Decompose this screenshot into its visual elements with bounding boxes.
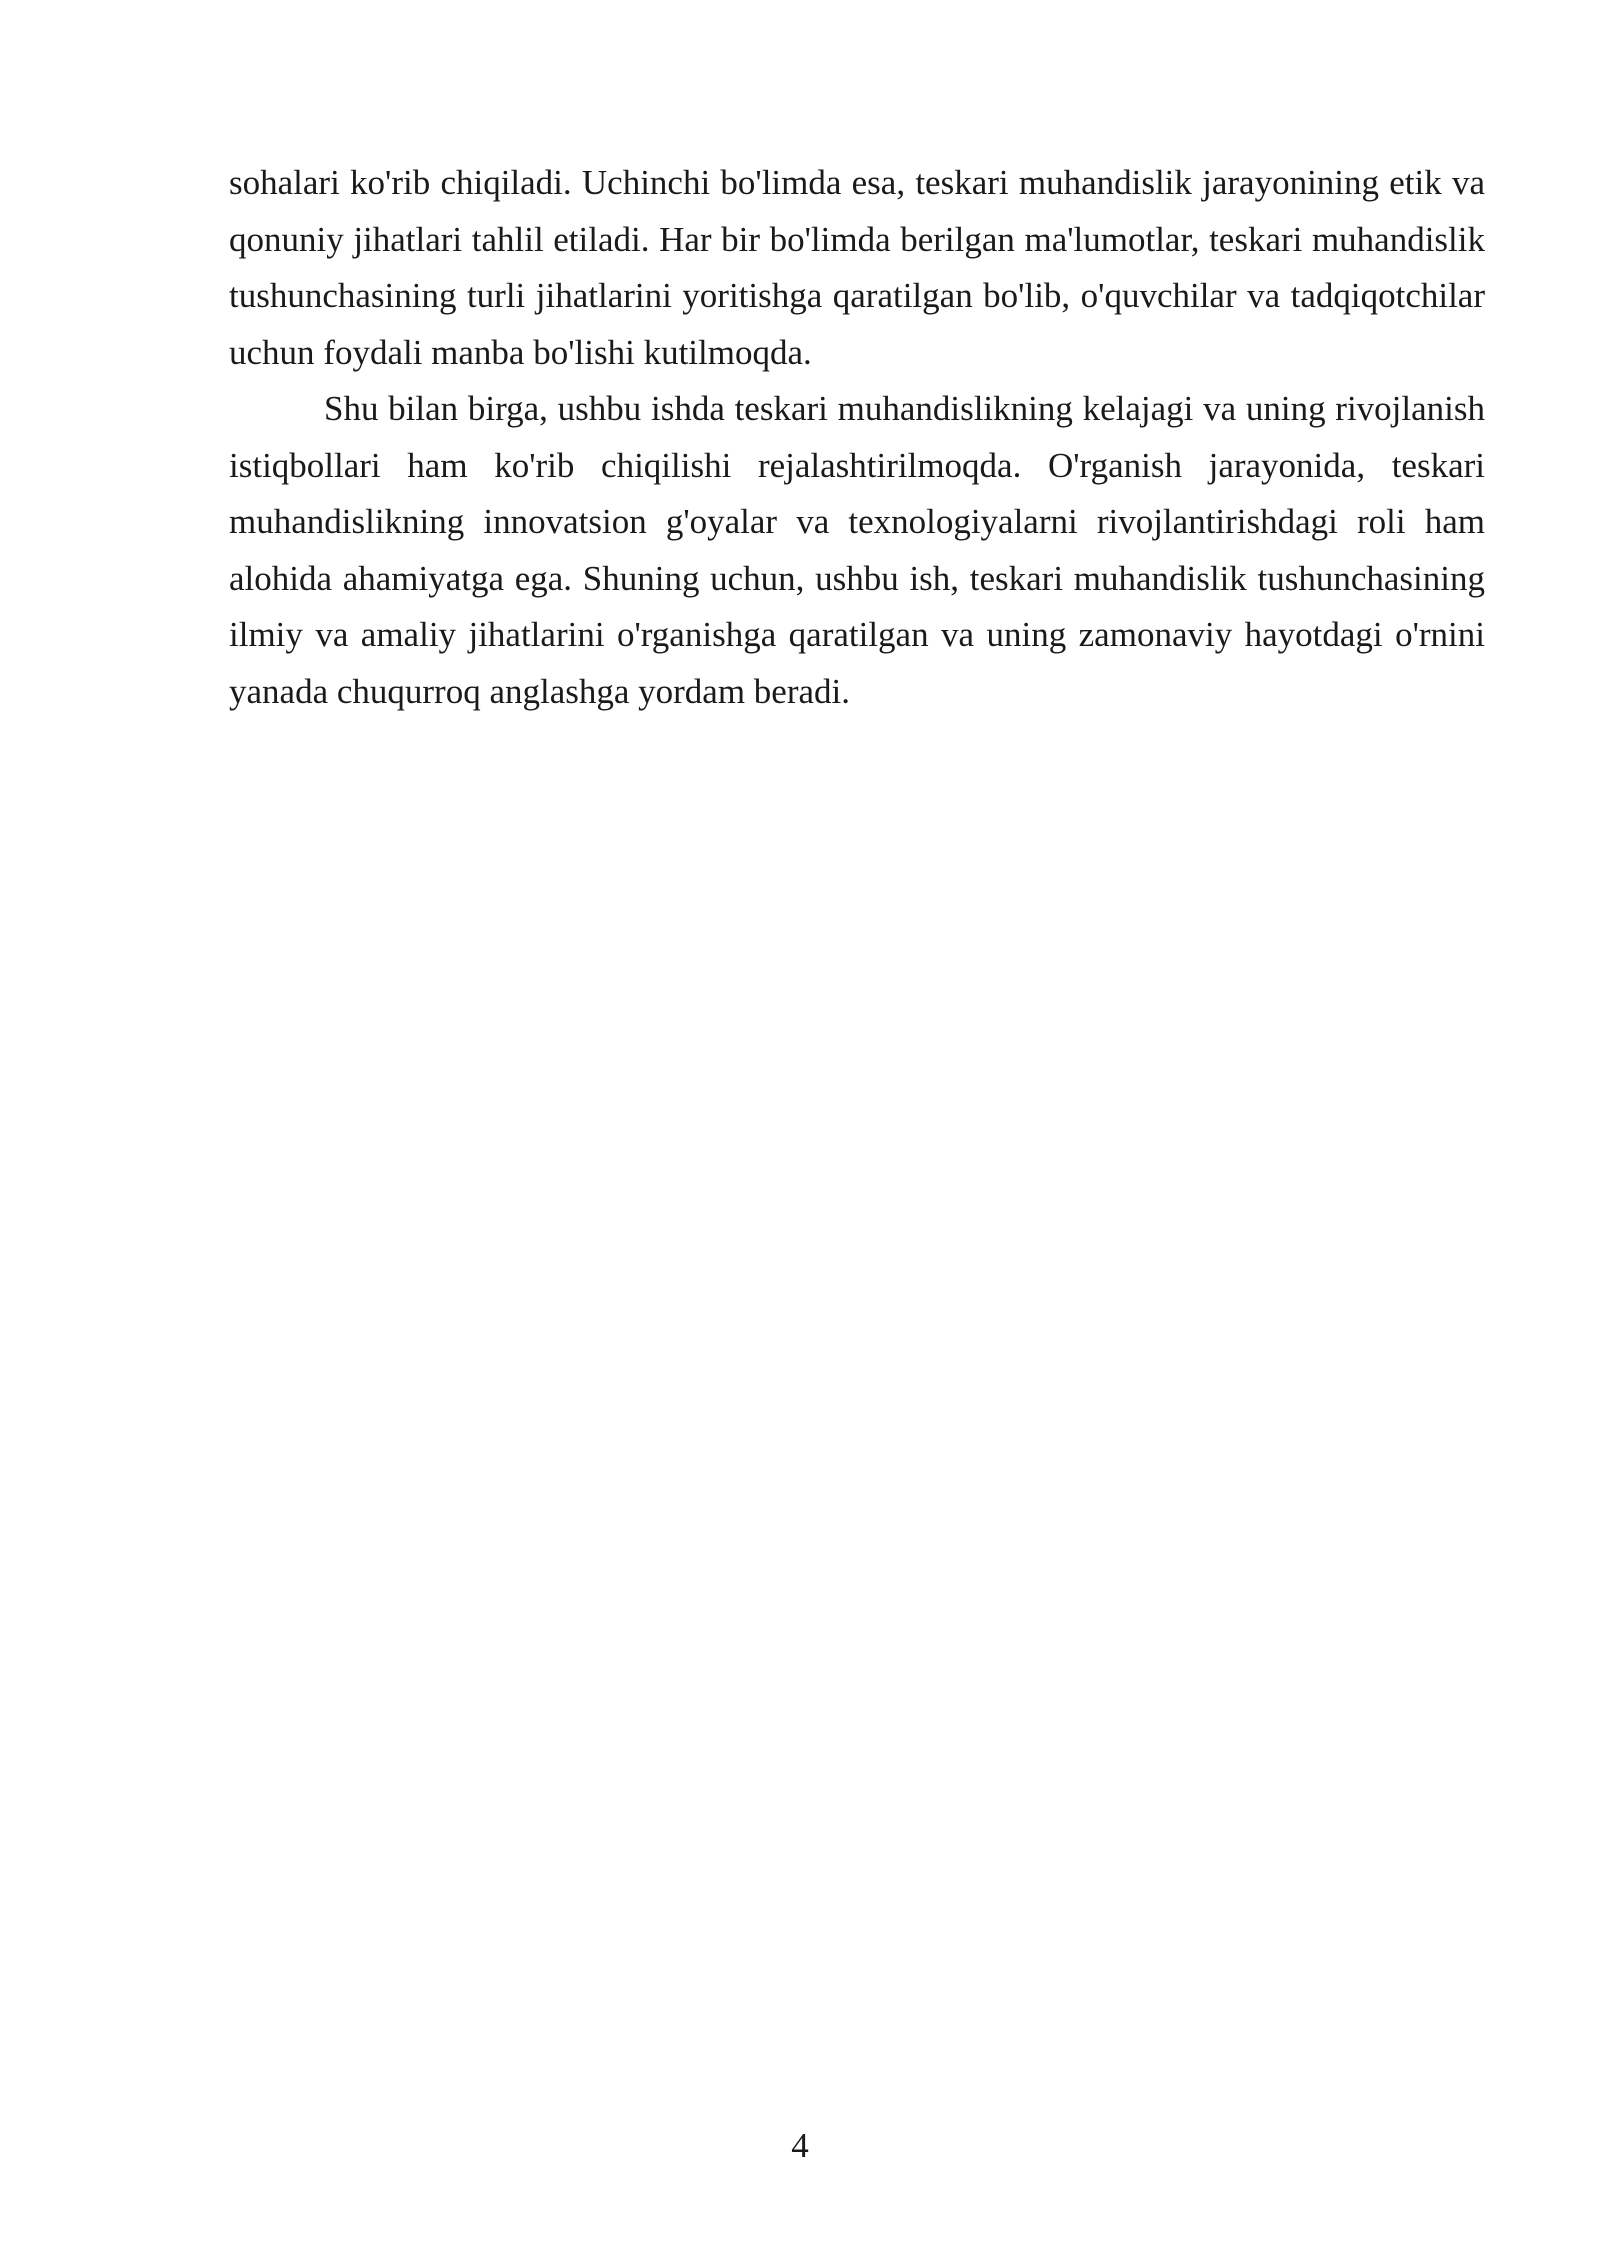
body-text bbox=[229, 155, 1485, 720]
paragraph-continuation: sohalari ko'rib chiqiladi. Uchinchi bo'limda esa, teskari muhandislik jarayonining etik va qonuniy jihatlari tahlil etiladi. Har bir bo'limda berilgan ma'lumotlar, teskari muhandislik tushunchasining turli jihatlarini yoritishga qaratilgan bo'lib, o'quvchilar va tadqiqotchilar uchun foydali manba bo'lishi kutilmoqda. bbox=[229, 163, 1485, 372]
paragraph: Shu bilan birga, ushbu ishda teskari muhandislikning kelajagi va uning rivojlanish istiqbollari ham ko'rib chiqilishi rejalashtirilmoqda. O'rganish jarayonida, teskari muhandislikning innovatsion g'oyalar va texnologiyalarni rivojlantirishdagi roli ham alohida ahamiyatga ega. Shuning uchun, ushbu ish, teskari muhandislik tushunchasining ilmiy va amaliy jihatlarini o'rganishga qaratilgan va uning zamonaviy hayotdagi o'rnini yanada chuqurroq anglashga yordam beradi. bbox=[229, 389, 1485, 711]
page-number: 4 bbox=[791, 2126, 809, 2165]
